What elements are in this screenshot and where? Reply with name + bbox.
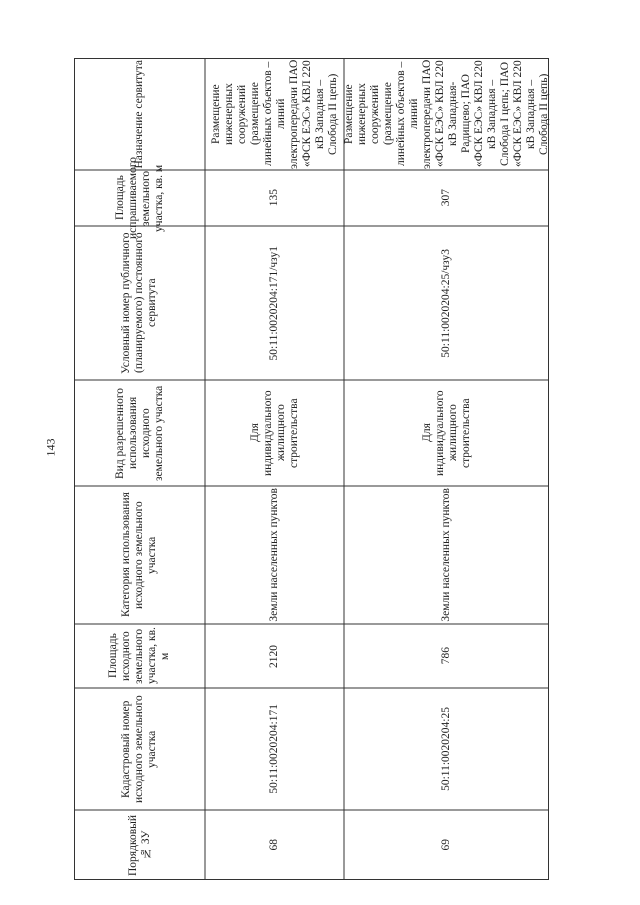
header-cadastral-number: Кадастровый номер исходного земельного участка [120, 695, 158, 803]
header-row-number: Порядковый № ЗУ [126, 814, 152, 876]
table-row-68-cadastral-number: 50:11:0020204:171 [268, 704, 280, 794]
table-row-68-area: 2120 [268, 644, 280, 668]
table-row-68-permitted-use: Для индивидуального жилищного строительства [248, 390, 300, 476]
table-row-69-number: 69 [440, 839, 452, 851]
page-number: 143 [43, 438, 58, 457]
table-row-68-land-category: Земли населенных пунктов [268, 488, 280, 622]
table-row-68-area-requested: 135 [268, 189, 280, 207]
table-row-68-number: 68 [268, 839, 280, 851]
table-row-69-area: 786 [440, 647, 452, 665]
header-area-requested: Площадь испрашиваемого земельного участка, кв. м [113, 157, 165, 239]
table-row-69-area-requested: 307 [440, 189, 452, 207]
table-row-69-servitude-number: 50:11:0020204:25/чзу3 [440, 248, 452, 358]
header-land-category: Категория использования исходного земельного участка [120, 492, 158, 618]
servitude-table [74, 58, 549, 880]
table-row-69-land-category: Земли населенных пунктов [440, 488, 452, 622]
table-row-69-permitted-use: Для индивидуального жилищного строительства [420, 390, 472, 476]
header-permitted-use: Вид разрешенного использования исходного земельного участка [113, 385, 165, 481]
table-row-69-purpose: Размещение инженерных сооружений (размещение линейных объектов – линий электропередачи ПАО «ФСК ЕЭС» КВЛ 220 кВ Западная-Радищево; ПАО «ФСК ЕЭС» КВЛ 220 кВ Западная – Слобода I цепь; ПАО «ФСК ЕЭС» КВЛ 220 кВ Западная – Слобода II цепь) [342, 59, 550, 169]
table-row-68-servitude-number: 50:11:0020204:171/чзу1 [268, 245, 280, 361]
header-servitude-number: Условный номер публичного (планируемого) постоянного сервитута [120, 232, 158, 374]
header-area: Площадь исходного земельного участка, кв. м [107, 627, 171, 685]
table-row-69-cadastral-number: 50:11:0020204:25 [440, 707, 452, 791]
header-purpose: Назначение сервитута [133, 59, 145, 169]
table-row-68-purpose: Размещение инженерных сооружений (размещение линейных объектов – линий электропередачи ПАО «ФСК ЕЭС» КВЛ 220 кВ Западная – Слобода II цепь) [209, 59, 339, 169]
